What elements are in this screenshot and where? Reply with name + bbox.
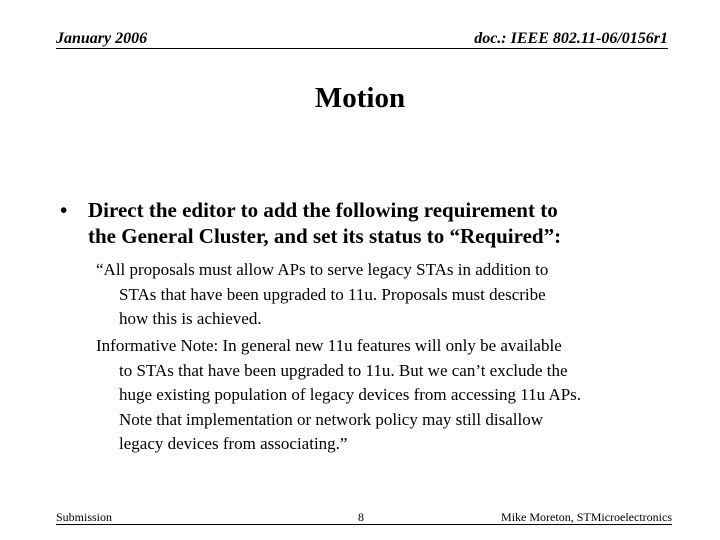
footer-page-number: 8 — [358, 510, 364, 524]
header-document-id: doc.: IEEE 802.11-06/0156r1 — [474, 30, 668, 47]
informative-note-paragraph: Informative Note: In general new 11u features will only be available to STAs that have been upgraded to 11u. But we can’t exclude the huge existing population of legacy devices from accessing 11u APs. Note that implementation or network policy may still disallow legacy devices from associating.” — [96, 336, 582, 453]
header-date: January 2006 — [56, 30, 148, 47]
bullet-text: Direct the editor to add the following requirement to the General Cluster, and set its status to “Required”: — [88, 198, 562, 248]
footer-divider — [56, 524, 672, 525]
bullet-marker: • — [60, 198, 68, 222]
header-divider — [56, 48, 668, 49]
footer-author: Mike Moreton, STMicroelectronics — [501, 510, 672, 524]
footer-submission-label: Submission — [56, 510, 113, 524]
bullet-item — [60, 197, 700, 249]
slide-title: Motion — [314, 82, 406, 114]
requirement-paragraph: “All proposals must allow APs to serve legacy STAs in addition to STAs that have been upgraded to 11u. Proposals must describe how this is achieved. — [96, 260, 549, 328]
